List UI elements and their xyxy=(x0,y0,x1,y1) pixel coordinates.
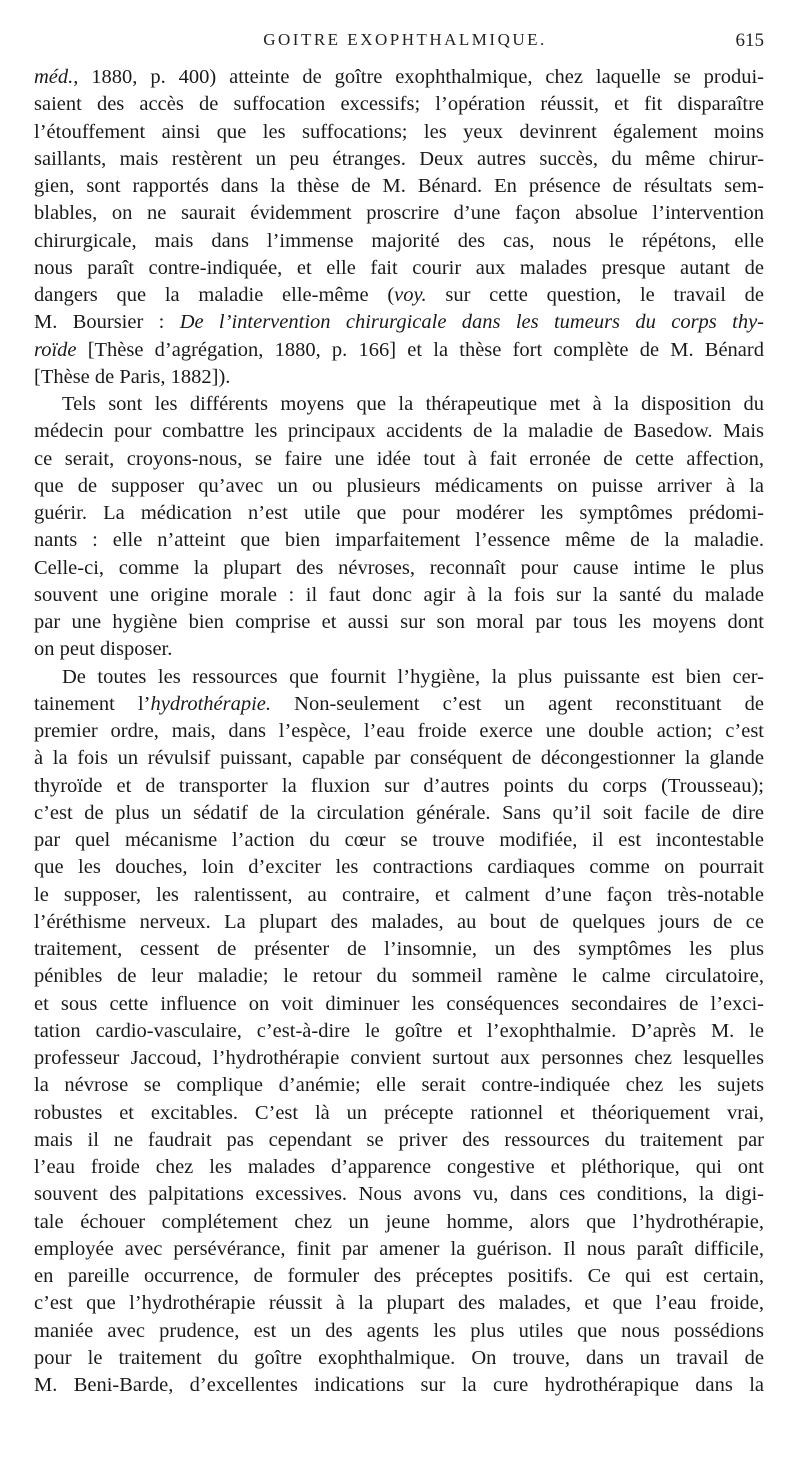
text-segment: par une hygiène bien comprise et aussi sur son moral par tous les moyens dont xyxy=(34,611,764,633)
text-line xyxy=(34,1207,764,1237)
italic-text-segment: roïde xyxy=(34,338,77,361)
text-line xyxy=(34,471,764,501)
text-segment: tainement l’ xyxy=(34,692,151,715)
text-line xyxy=(34,989,764,1019)
text-segment: M. Beni-Barde, d’excellentes indications sur la cure hydrothérapique dans la xyxy=(34,1374,764,1396)
text-segment: on peut disposer. xyxy=(34,638,173,661)
text-segment: chirurgicale, mais dans l’immense majorité des cas, nous le répétons, elle xyxy=(34,229,764,252)
text-segment: ce serait, croyons-nous, se faire une idée tout à fait erronée de cette affection, xyxy=(34,447,764,470)
text-segment: [Thèse d’agrégation, 1880, p. 166] et la thèse fort complète de M. Bénard xyxy=(76,338,764,361)
text-line xyxy=(34,1261,764,1291)
text-segment: l’eau froide chez les malades d’apparence congestive et pléthorique, qui ont xyxy=(34,1156,764,1178)
text-segment: en pareille occurrence, de formuler des préceptes positifs. Ce qui est certain, xyxy=(34,1265,764,1287)
text-line xyxy=(34,117,764,147)
text-line xyxy=(34,1125,764,1155)
text-segment: dangers que la maladie elle-même ( xyxy=(34,284,395,306)
text-segment: premier ordre, mais, dans l’espèce, l’eau froide exerce une double action; c’est xyxy=(34,720,764,742)
text-line xyxy=(34,444,764,474)
text-line xyxy=(34,226,764,256)
text-segment: tale échouer complétement chez un jeune homme, alors que l’hydrothérapie, xyxy=(34,1210,764,1233)
text-line xyxy=(34,934,764,964)
text-segment: la névrose se complique d’anémie; elle serait contre-indiquée chez les sujets xyxy=(34,1074,764,1097)
text-line xyxy=(34,198,764,228)
italic-text-segment: De l’intervention chirurgicale dans les tumeurs du corps thy- xyxy=(179,311,764,334)
text-segment: par quel mécanisme l’action du cœur se trouve modifiée, il est incontestable xyxy=(34,829,764,851)
text-segment: Tels sont les différents moyens que la thérapeutique met à la disposition du xyxy=(62,393,764,415)
text-segment: pénibles de leur maladie; le retour du sommeil ramène le calme circulatoire, xyxy=(34,965,764,988)
text-line xyxy=(34,1179,764,1209)
text-segment: traitement, cessent de présenter de l’insomnie, un des symptômes les plus xyxy=(34,938,764,960)
text-segment: pour le traitement du goître exophthalmique. On trouve, dans un travail de xyxy=(34,1346,764,1369)
text-line xyxy=(62,662,764,692)
page-header xyxy=(40,30,770,54)
text-line xyxy=(34,335,764,365)
text-segment: tation cardio-vasculaire, c’est-à-dire le goître et l’exophthalmie. D’après M. le xyxy=(34,1019,764,1042)
text-line xyxy=(34,253,764,283)
text-segment: thyroïde et de transporter la fluxion sur d’autres points du corps (Trousseau); xyxy=(34,774,764,797)
text-line xyxy=(34,1098,764,1128)
running-head-title: GOITRE EXOPHTHALMIQUE. xyxy=(263,30,547,49)
text-line xyxy=(34,171,764,201)
text-line xyxy=(34,634,764,664)
text-line xyxy=(34,907,764,937)
text-line xyxy=(34,798,764,828)
text-segment: Celle-ci, comme la plupart des névroses, reconnaît pour cause intime le plus xyxy=(34,556,764,579)
text-line xyxy=(34,1370,764,1400)
text-segment: mais il ne faudrait pas cependant se priver des ressources du traitement par xyxy=(34,1128,764,1151)
text-line xyxy=(34,89,764,119)
italic-text-segment: hydrothérapie. xyxy=(150,692,272,715)
text-line xyxy=(34,62,764,92)
text-segment: l’étouffement ainsi que les suffocations; les yeux devinrent également moins xyxy=(34,120,764,143)
text-line xyxy=(34,689,764,719)
text-segment: robustes et excitables. C’est là un précepte rationnel et théoriquement vrai, xyxy=(34,1101,764,1124)
text-segment: et sous cette influence on voit diminuer les conséquences secondaires de l’exci- xyxy=(34,992,764,1015)
text-line xyxy=(34,580,764,610)
text-line xyxy=(34,716,764,746)
text-segment: que de supposer qu’avec un ou plusieurs médicaments on puisse arriver à la xyxy=(34,474,764,497)
text-line xyxy=(34,825,764,855)
text-segment: le supposer, les ralentissent, au contraire, et calment d’une façon très-notable xyxy=(34,883,764,906)
text-line xyxy=(34,852,764,882)
text-segment: De toutes les ressources que fournit l’hygiène, la plus puissante est bien cer- xyxy=(62,665,764,688)
text-segment: nous paraît contre-indiquée, et elle fait courir aux malades presque autant de xyxy=(34,256,764,279)
text-segment: [Thèse de Paris, 1882]). xyxy=(34,365,231,388)
text-segment: souvent une origine morale : il faut donc agir à la fois sur la santé du malade xyxy=(34,583,764,606)
text-segment: employée avec persévérance, finit par amener la guérison. Il nous paraît difficile, xyxy=(34,1237,764,1260)
text-segment: que les douches, loin d’exciter les contractions cardiaques comme on pourrait xyxy=(34,856,764,879)
text-line xyxy=(34,307,764,337)
text-line xyxy=(34,1070,764,1100)
page-number: 615 xyxy=(735,30,764,51)
text-line xyxy=(34,416,764,446)
text-line xyxy=(34,1016,764,1046)
text-line xyxy=(34,880,764,910)
text-segment: c’est de plus un sédatif de la circulation générale. Sans qu’il soit facile de dire xyxy=(34,801,764,824)
text-line xyxy=(34,743,764,773)
text-line xyxy=(34,553,764,583)
text-segment: nants : elle n’atteint que bien imparfaitement l’essence même de la maladie. xyxy=(34,529,764,552)
italic-text-segment: méd. xyxy=(34,66,74,88)
text-segment: blables, on ne saurait évidemment proscrire d’une façon absolue l’intervention xyxy=(34,202,764,225)
text-line xyxy=(62,389,764,419)
text-line xyxy=(34,1316,764,1346)
text-segment: gien, sont rapportés dans la thèse de M. Bénard. En présence de résultats sem- xyxy=(34,175,764,197)
text-segment: Non-seulement c’est un agent reconstituant de xyxy=(271,692,764,715)
text-segment: maniée avec prudence, est un des agents les plus utiles que nous possédions xyxy=(34,1319,764,1342)
text-line xyxy=(34,1343,764,1373)
italic-text-segment: voy. xyxy=(394,284,427,306)
text-line xyxy=(34,1234,764,1264)
text-line xyxy=(34,961,764,991)
text-segment: guérir. La médication n’est utile que pour modérer les symptômes prédomi- xyxy=(34,502,764,524)
text-segment: c’est que l’hydrothérapie réussit à la plupart des malades, et que l’eau froide, xyxy=(34,1292,764,1315)
text-line xyxy=(34,1152,764,1182)
text-line xyxy=(34,525,764,555)
text-line xyxy=(34,362,764,392)
text-segment: sur cette question, le travail de xyxy=(426,284,764,306)
text-line xyxy=(34,771,764,801)
text-line xyxy=(34,498,764,528)
text-segment: souvent des palpitations excessives. Nous avons vu, dans ces conditions, la digi- xyxy=(34,1183,764,1206)
text-segment: médecin pour combattre les principaux accidents de la maladie de Basedow. Mais xyxy=(34,420,764,443)
text-segment: saillants, mais restèrent un peu étranges. Deux autres succès, du même chirur- xyxy=(34,147,764,170)
text-segment: , 1880, p. 400) atteinte de goître exophthalmique, chez laquelle se produi- xyxy=(73,66,764,88)
text-line xyxy=(34,1288,764,1318)
text-line xyxy=(34,607,764,637)
text-segment: saient des accès de suffocation excessifs; l’opération réussit, et fit disparaître xyxy=(34,93,764,116)
text-line xyxy=(34,1043,764,1073)
text-segment: l’éréthisme nerveux. La plupart des malades, au bout de quelques jours de ce xyxy=(34,910,764,933)
text-segment: professeur Jaccoud, l’hydrothérapie convient surtout aux personnes chez lesquelles xyxy=(34,1047,764,1069)
text-segment: M. Boursier : xyxy=(34,311,180,334)
text-line xyxy=(34,280,764,310)
text-segment: à la fois un révulsif puissant, capable par conséquent de décongestionner la glande xyxy=(34,747,764,770)
text-line xyxy=(34,144,764,174)
